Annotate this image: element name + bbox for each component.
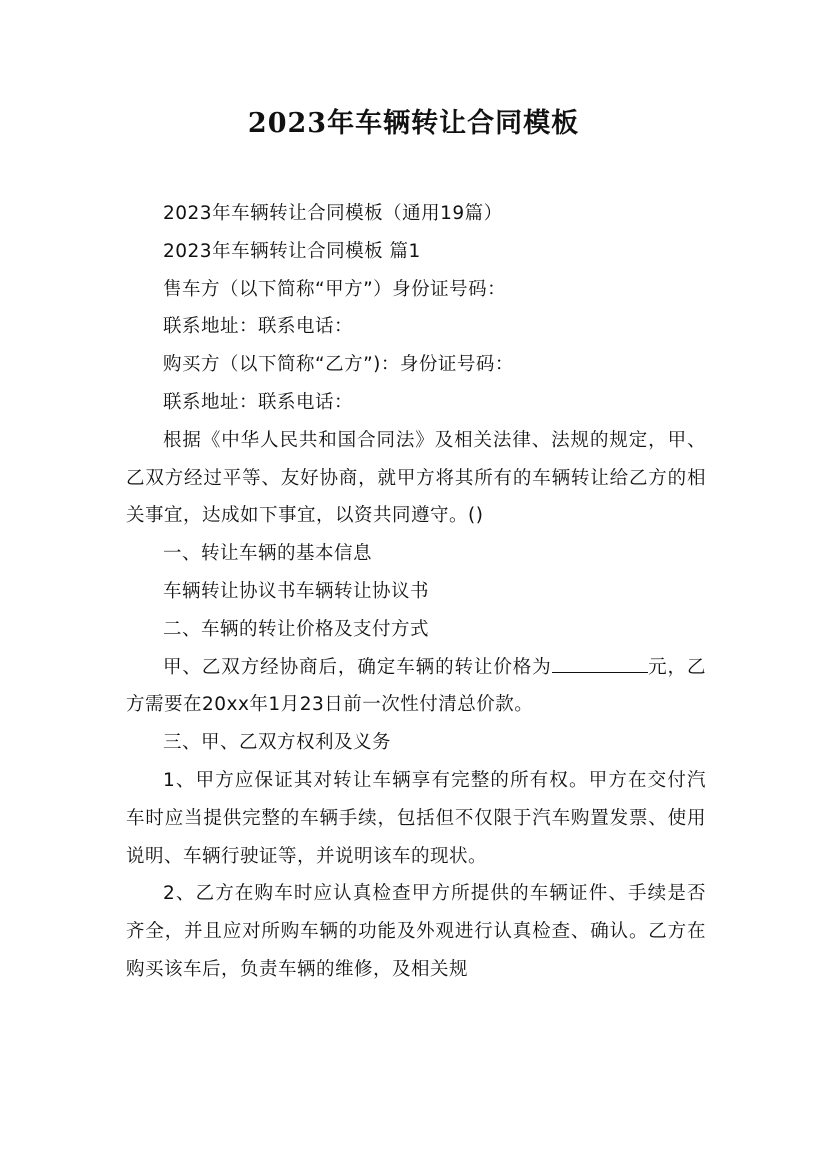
clause-item-2: 2、乙方在购车时应认真检查甲方所提供的车辆证件、手续是否齐全，并且应对所购车辆的功能及外观进行认真检查、确认。乙方在购买该车后，负责车辆的维修，及相关规 [126, 883, 706, 980]
buyer-contact-line: 联系地址：联系电话： [163, 391, 354, 413]
subtitle-paragraph: 2023年车辆转让合同模板（通用19篇） [163, 203, 503, 224]
clause-text-1: 车辆转让协议书车辆转让协议书 [163, 580, 430, 602]
document-body [126, 195, 706, 989]
document-title: 2023年车辆转让合同模板 [247, 108, 580, 139]
price-paragraph [126, 649, 706, 725]
clause-heading-2: 二、车辆的转让价格及支付方式 [163, 618, 430, 640]
clause-heading-3: 三、甲、乙双方权利及义务 [163, 732, 392, 754]
clause-item-1: 1、甲方应保证其对转让车辆享有完整的所有权。甲方在交付汽车时应当提供完整的车辆手续，包括但不仅限于汽车购置发票、使用说明、车辆行驶证等，并说明该车的现状。 [126, 769, 706, 867]
seller-contact-line: 联系地址：联系电话： [163, 316, 354, 338]
price-blank-line [552, 653, 648, 673]
preamble-paragraph: 根据《中华人民共和国合同法》及相关法律、法规的规定，甲、乙双方经过平等、友好协商，就甲方将其所有的车辆转让给乙方的相关事宜，达成如下事宜，以资共同遵守。() [126, 429, 706, 527]
buyer-line: 购买方（以下简称“乙方”)：身份证号码： [163, 354, 514, 376]
seller-line: 售车方（以下简称“甲方”）身份证号码： [163, 278, 507, 300]
section-heading: 2023年车辆转让合同模板 篇1 [163, 240, 421, 262]
clause-heading-1: 一、转让车辆的基本信息 [163, 543, 373, 565]
price-text-b: 元，乙方需要在20xx年1月23日前一次性付清总价款。 [126, 656, 706, 716]
price-text-a: 甲、乙双方经协商后，确定车辆的转让价格为 [163, 656, 552, 678]
